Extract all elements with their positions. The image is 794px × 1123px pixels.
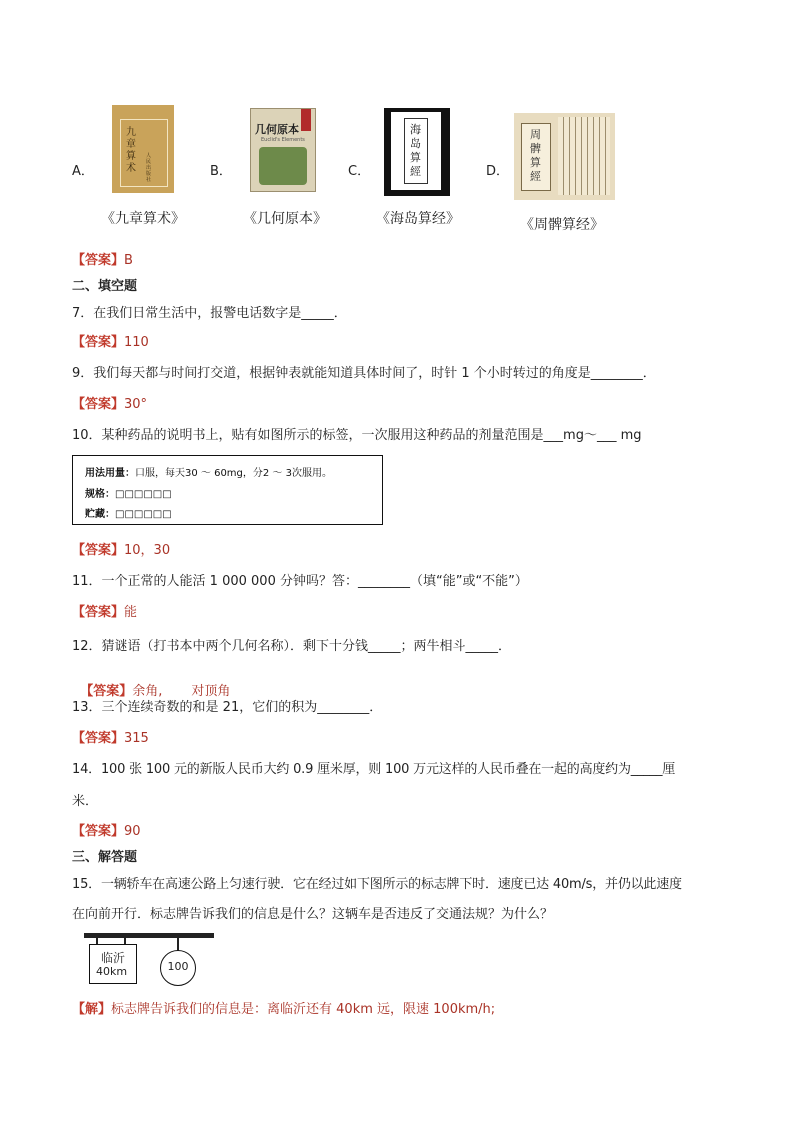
distance-sign [89, 944, 137, 984]
answer-value: 90 [124, 824, 141, 839]
question-11: 11．一个正常的人能活 1 000 000 分钟吗？答：________（填“能”或“不能”） [72, 574, 528, 589]
answer-value: 10，30 [124, 543, 171, 558]
spec-row: 规格：□□□□□□ [85, 489, 172, 500]
answer-tag: 【答案】 [80, 684, 133, 699]
sign-city: 临沂 [101, 951, 126, 965]
q11-answer [72, 601, 137, 620]
answer-tag: 【答案】 [72, 253, 125, 268]
question-15-line1: 15．一辆轿车在高速公路上匀速行驶．它在经过如下图所示的标志牌下时．速度已达 40m/s，并仍以此速度 [72, 877, 682, 892]
cover-subtitle: Euclid's Elements [261, 137, 305, 143]
sign-speed-limit: 100 [167, 960, 189, 973]
answer-tag: 【答案】 [72, 824, 125, 839]
question-13: 13．三个连续奇数的和是 21，它们的积为________． [72, 700, 383, 715]
cover-subtitle: 人民出版社 [146, 153, 152, 183]
q13-answer [72, 727, 149, 746]
answer-value: 315 [124, 731, 149, 746]
question-7: 7．在我们日常生活中，报警电话数字是_____． [72, 306, 347, 321]
usage-row: 用法用量：口服，每天30 ～ 60mg，分2 ～ 3次服用。 [85, 468, 332, 479]
book-cover-jiuzhang [112, 105, 174, 193]
caption-elements: 《几何原本》 [243, 211, 327, 227]
question-10: 10．某种药品的说明书上，贴有如图所示的标签，一次服用这种药品的剂量范围是___mg～___ mg [72, 428, 642, 443]
q15-solution [72, 998, 495, 1017]
answer-value: 能 [124, 605, 138, 620]
cover-title: 周髀算經 [530, 128, 541, 183]
book-cover-elements [250, 108, 316, 192]
answer-value: 110 [124, 335, 149, 350]
cover-title: 几何原本 [255, 123, 299, 136]
speed-limit-sign [160, 950, 196, 986]
section-solve: 三、解答题 [72, 850, 138, 865]
answer-tag: 【答案】 [72, 605, 125, 620]
section-fill-in: 二、填空题 [72, 279, 138, 294]
q9-answer [72, 393, 147, 412]
caption-zhoubi: 《周髀算经》 [520, 217, 604, 233]
q14-answer [72, 820, 141, 839]
q10-answer [72, 539, 170, 558]
book-cover-haidao [384, 108, 450, 196]
drug-label [72, 455, 383, 525]
question-14-line1: 14．100 张 100 元的新版人民币大约 0.9 厘米厚，则 100 万元这样的人民币叠在一起的高度约为_____厘 [72, 762, 676, 777]
cover-art-icon [259, 147, 307, 185]
storage-row: 贮藏：□□□□□□ [85, 509, 172, 520]
q7-answer [72, 331, 149, 350]
caption-jiuzhang: 《九章算术》 [101, 211, 185, 227]
q6-answer [72, 249, 133, 268]
q12-answer [72, 665, 230, 699]
answer-value: 30° [124, 397, 148, 412]
question-12: 12．猜谜语（打书本中两个几何名称）．剩下十分钱_____；两牛相斗_____． [72, 639, 512, 654]
question-15-line2: 在向前开行．标志牌告诉我们的信息是什么？这辆车是否违反了交通法规？为什么？ [72, 907, 554, 922]
solution-text: 标志牌告诉我们的信息是：离临沂还有 40km 远，限速 100km/h; [111, 1002, 496, 1017]
answer-value: B [124, 253, 133, 268]
question-9: 9．我们每天都与时间打交道，根据钟表就能知道具体时间了，时针 1 个小时转过的角度是________． [72, 366, 656, 381]
question-14-line2: 米． [72, 794, 99, 809]
answer-tag: 【答案】 [72, 397, 125, 412]
cover-title: 海岛算經 [410, 123, 421, 178]
solution-tag: 【解】 [72, 1002, 112, 1017]
book-cover-zhoubi [514, 113, 615, 200]
answer-value: 余角, 对顶角 [132, 684, 231, 699]
caption-haidao: 《海岛算经》 [376, 211, 460, 227]
answer-tag: 【答案】 [72, 731, 125, 746]
answer-tag: 【答案】 [72, 335, 125, 350]
option-d-letter: D． [486, 164, 510, 179]
answer-tag: 【答案】 [72, 543, 125, 558]
option-a-letter: A． [72, 164, 94, 179]
cover-title: 九章算术 [126, 127, 136, 174]
sign-distance: 40km [96, 965, 128, 978]
option-b-letter: B． [210, 164, 232, 179]
option-c-letter: C． [348, 164, 371, 179]
